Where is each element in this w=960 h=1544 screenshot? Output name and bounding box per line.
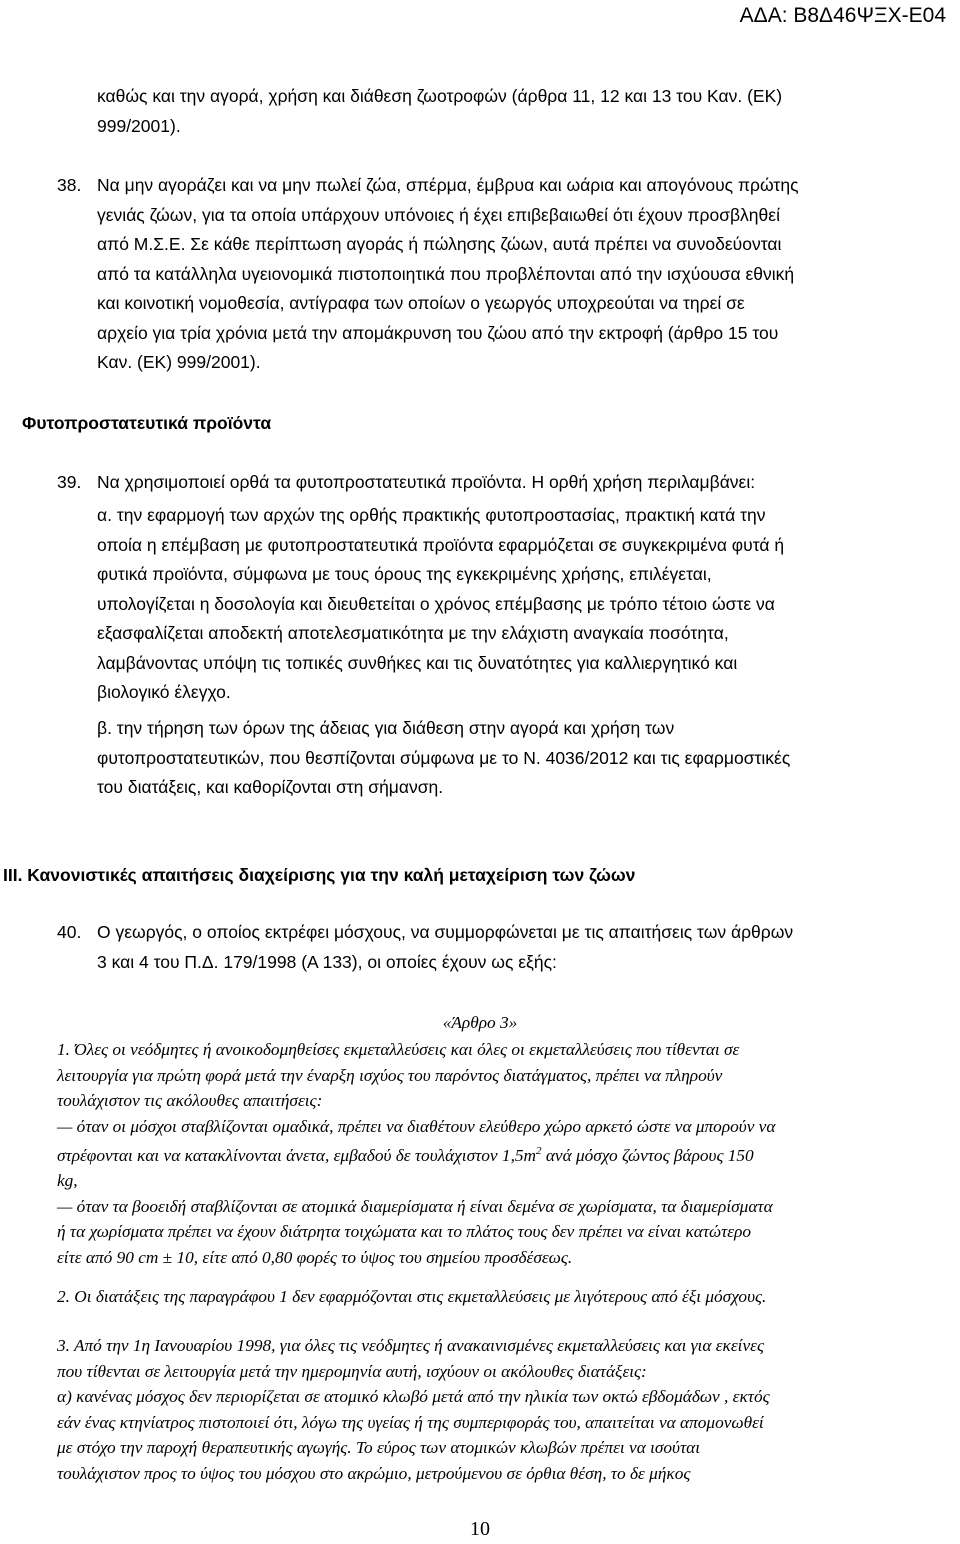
text-line: από τα κατάλληλα υγειονομικά πιστοποιητικά που προβλέπονται από την ισχύουσα εθνική [97, 263, 795, 284]
section-heading-phyto: Φυτοπροστατευτικά προϊόντα [22, 413, 272, 433]
text-line: 1. Όλες οι νεόδμητες ή ανοικοδομηθείσες εκμεταλλεύσεις και όλες οι εκμεταλλεύσεις που τίθενται σε [57, 1040, 740, 1059]
text-line: καθώς και την αγορά, χρήση και διάθεση ζωοτροφών (άρθρα 11, 12 και 13 του Καν. (ΕΚ) [97, 86, 783, 106]
paragraph-39b [97, 714, 937, 803]
page-number: 10 [470, 1518, 490, 1540]
paragraph-39a [97, 501, 937, 708]
quote-title: «Άρθρο 3» [442, 1013, 518, 1032]
text-line: τουλάχιστον τις ακόλουθες απαιτήσεις: [57, 1091, 323, 1110]
text-line: λειτουργία για πρώτη φορά μετά την έναρξη ισχύος του παρόντος διατάγματος, πρέπει να πληρούν [57, 1065, 723, 1085]
paragraph-40 [97, 918, 947, 977]
paragraph-38-number: 38. [57, 175, 82, 195]
text-fragment: στρέφονται και να κατακλίνονται άνετα, εμβαδού δε τουλάχιστον 1,5m [57, 1145, 537, 1165]
paragraph-37-continuation [97, 82, 937, 141]
text-line: kg, [57, 1171, 78, 1191]
text-line: αρχείο για τρία χρόνια μετά την απομάκρυνση του ζώου από την εκτροφή (άρθρο 15 του [97, 322, 779, 343]
text-line: ή τα χωρίσματα πρέπει να έχουν διάτρητα τοιχώματα και το πλάτος τους δεν πρέπει να είναι κατώτερο [57, 1222, 752, 1242]
text-line: β. την τήρηση των όρων της άδειας για διάθεση στην αγορά και χρήση των [97, 718, 675, 738]
text-line: υπολογίζεται η δοσολογία και διευθετείται ο χρόνος επέμβασης με τρόπο τέτοιο ώστε να [97, 593, 775, 614]
text-line: — όταν τα βοοειδή σταβλίζονται σε ατομικά διαμερίσματα ή είναι δεμένα σε χωρίσματα, τα διαμερίσματα [57, 1196, 773, 1216]
paragraph-38 [97, 171, 937, 378]
quote-section-3 [57, 1333, 945, 1486]
text-line: 999/2001). [97, 115, 181, 136]
text-line: Να χρησιμοποιεί ορθά τα φυτοπροστατευτικά προϊόντα. Η ορθή χρήση περιλαμβάνει: [97, 472, 756, 492]
paragraph-39 [97, 468, 937, 498]
text-line: 2. Οι διατάξεις της παραγράφου 1 δεν εφαρμόζονται στις εκμεταλλεύσεις με λιγότερους από έξι μόσχους. [57, 1287, 767, 1306]
text-line: — όταν οι μόσχοι σταβλίζονται ομαδικά, πρέπει να διαθέτουν ελεύθερο χώρο αρκετό ώστε να μπορούν να [57, 1116, 776, 1136]
text-line: τουλάχιστον προς το ύψος του μόσχου στο ακρώμιο, μετρούμενου σε όρθια θέση, το δε μήκος [57, 1463, 691, 1483]
section-heading-III: ΙΙΙ. Κανονιστικές απαιτήσεις διαχείρισης για την καλή μεταχείριση των ζώων [3, 865, 636, 885]
text-line [57, 1139, 945, 1168]
quote-section-2 [57, 1284, 945, 1310]
text-line: λαμβάνοντας υπόψη τις τοπικές συνθήκες και τις δυνατότητες για καλλιεργητικό και [97, 652, 738, 673]
text-line: Ο γεωργός, ο οποίος εκτρέφει μόσχους, να συμμορφώνεται με τις απαιτήσεις των άρθρων [97, 922, 794, 942]
text-line: του διατάξεις, και καθορίζονται στη σήμανση. [97, 777, 444, 797]
text-line: Καν. (ΕΚ) 999/2001). [97, 352, 261, 372]
quote-section-1 [57, 1037, 945, 1270]
text-line: οποία η επέμβαση με φυτοπροστατευτικά προϊόντα εφαρμόζεται σε συγκεκριμένα φυτά ή [97, 534, 785, 555]
ada-code: ΑΔΑ: Β8Δ46ΨΞΧ-Ε04 [739, 4, 946, 27]
text-line: από Μ.Σ.Ε. Σε κάθε περίπτωση αγοράς ή πώλησης ζώων, αυτά πρέπει να συνοδεύονται [97, 234, 782, 254]
text-line: α. την εφαρμογή των αρχών της ορθής πρακτικής φυτοπροστασίας, πρακτική κατά την [97, 505, 766, 525]
text-line: και κοινοτική νομοθεσία, αντίγραφα των οποίων ο γεωργός υποχρεούται να τηρεί σε [97, 293, 745, 313]
text-line: γενιάς ζώων, για τα οποία υπάρχουν υπόνοιες ή έχει επιβεβαιωθεί ότι έχουν προσβληθεί [97, 204, 780, 225]
text-line: Να μην αγοράζει και να μην πωλεί ζώα, σπέρμα, έμβρυα και ωάρια και απογόνους πρώτης [97, 175, 799, 195]
text-line: βιολογικό έλεγχο. [97, 682, 231, 702]
paragraph-39-number: 39. [57, 472, 82, 492]
text-line: είτε από 90 cm ± 10, είτε από 0,80 φορές το ύψος του σημείου προσδέσεως. [57, 1247, 573, 1267]
text-line: 3 και 4 του Π.Δ. 179/1998 (Α 133), οι οποίες έχουν ως εξής: [97, 951, 557, 972]
text-line: που τίθενται σε λειτουργία μετά την ημερομηνία αυτή, ισχύουν οι ακόλουθες διατάξεις: [57, 1361, 647, 1381]
text-line: φυτικά προϊόντα, σύμφωνα με τους όρους της εγκεκριμένης χρήσης, επιλέγεται, [97, 564, 712, 584]
text-fragment: ανά μόσχο ζώντος βάρους 150 [541, 1145, 754, 1165]
text-line: εξασφαλίζεται αποδεκτή αποτελεσματικότητα με την ελάχιστη αναγκαία ποσότητα, [97, 623, 729, 643]
text-line: με στόχο την παροχή θεραπευτικής αγωγής. Το εύρος των ατομικών κλωβών πρέπει να ισούται [57, 1438, 701, 1457]
paragraph-40-number: 40. [57, 922, 82, 942]
text-line: εάν ένας κτηνίατρος πιστοποιεί ότι, λόγω της υγείας ή της συμπεριφοράς του, απαιτείται να απομονωθεί [57, 1412, 764, 1432]
text-line: α) κανένας μόσχος δεν περιορίζεται σε ατομικό κλωβό μετά από την ηλικία των οκτώ εβδομάδων , εκτός [57, 1387, 770, 1406]
text-line: φυτοπροστατευτικών, που θεσπίζονται σύμφωνα με το Ν. 4036/2012 και τις εφαρμοστικές [97, 747, 791, 768]
superscript: 2 [536, 1145, 542, 1157]
text-line: 3. Από την 1η Ιανουαρίου 1998, για όλες τις νεόδμητες ή ανακαινισμένες εκμεταλλεύσεις και για εκείνες [57, 1336, 764, 1355]
